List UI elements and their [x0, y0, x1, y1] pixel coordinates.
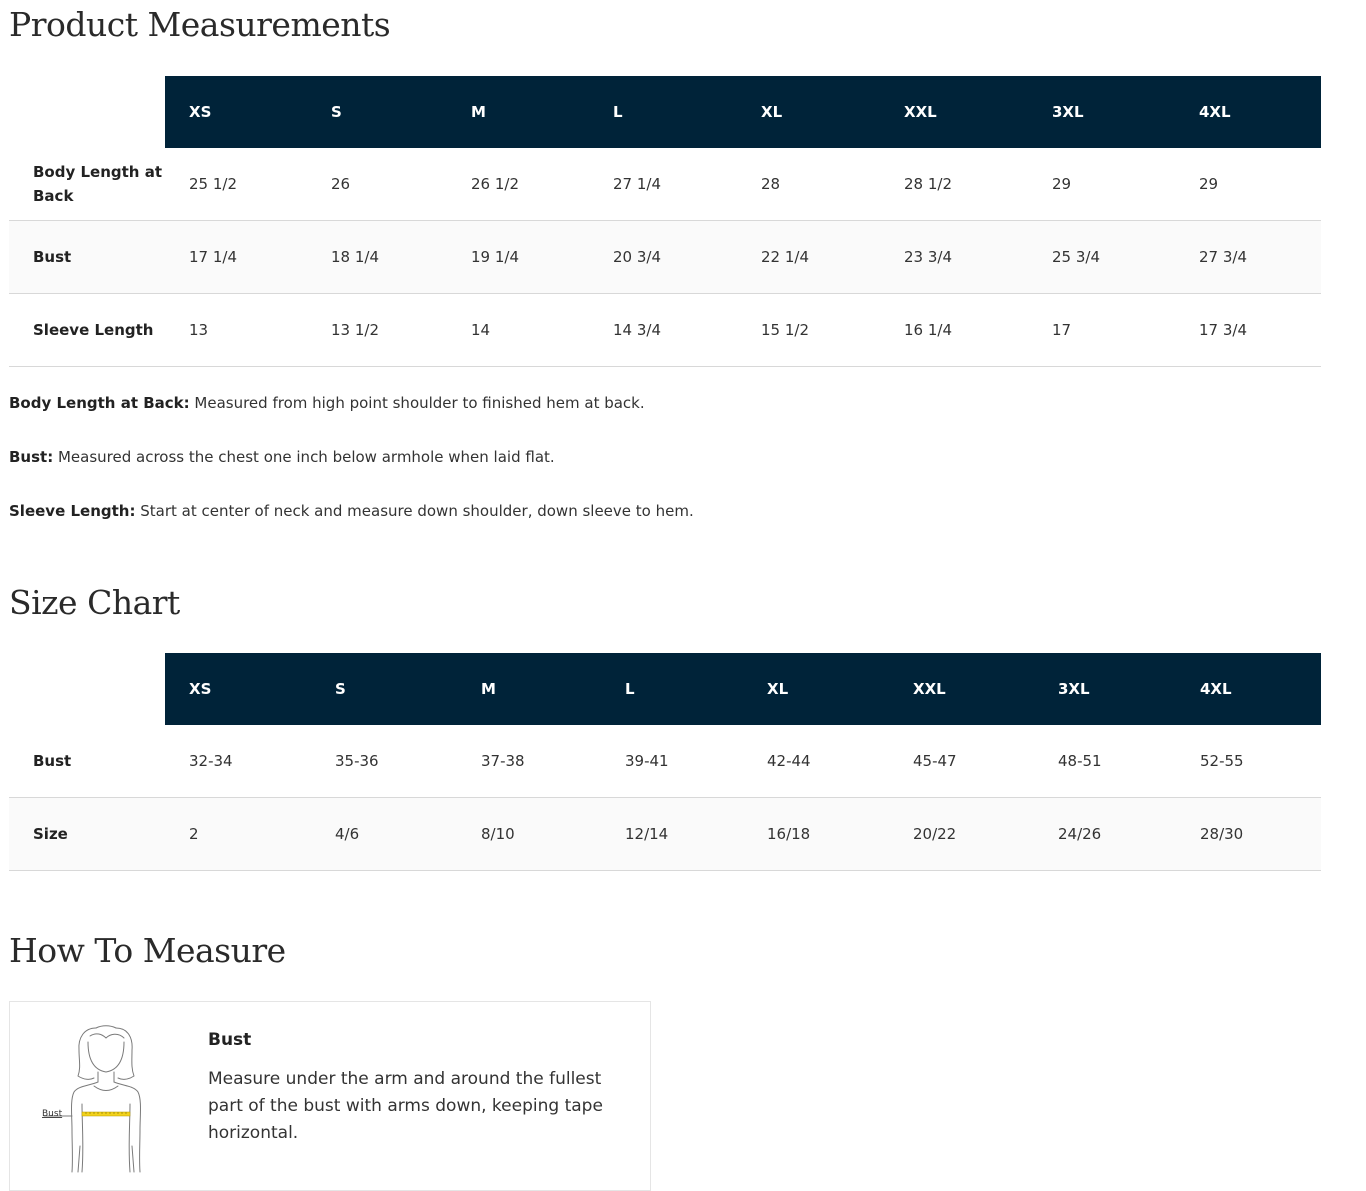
table-row	[9, 725, 1321, 798]
size-header-s: S	[307, 76, 447, 148]
note-text: Measured across the chest one inch below armhole when laid flat.	[53, 448, 555, 466]
table-cell: 16/18	[743, 798, 889, 871]
note-text: Measured from high point shoulder to finished hem at back.	[189, 394, 645, 412]
size-header-xxl: XXL	[880, 76, 1028, 148]
table-cell: 28/30	[1176, 798, 1321, 871]
note-term: Sleeve Length:	[9, 502, 136, 520]
table-header-row	[9, 76, 1321, 148]
how-to-measure-title: How To Measure	[9, 931, 286, 970]
size-header-3xl: 3XL	[1028, 76, 1175, 148]
product-measurements-title: Product Measurements	[9, 5, 391, 44]
product-measurements-table	[9, 76, 1321, 367]
table-cell: 15 1/2	[737, 294, 880, 367]
measurement-notes	[9, 392, 694, 554]
size-header-s: S	[311, 653, 457, 725]
table-corner-cell	[9, 76, 165, 148]
table-cell: 45-47	[889, 725, 1034, 798]
table-cell: 28	[737, 148, 880, 221]
size-header-3xl: 3XL	[1034, 653, 1176, 725]
size-header-xs: XS	[165, 653, 311, 725]
table-cell: 22 1/4	[737, 221, 880, 294]
table-cell: 4/6	[311, 798, 457, 871]
table-row	[9, 798, 1321, 871]
table-cell: 20/22	[889, 798, 1034, 871]
note-text: Start at center of neck and measure down shoulder, down sleeve to hem.	[135, 502, 694, 520]
how-to-measure-heading: Bust	[208, 1030, 252, 1050]
table-cell: 12/14	[601, 798, 743, 871]
how-to-measure-text	[208, 1030, 628, 1147]
table-cell: 37-38	[457, 725, 601, 798]
note-term: Body Length at Back:	[9, 394, 190, 412]
table-cell: 28 1/2	[880, 148, 1028, 221]
table-cell: 25 1/2	[165, 148, 307, 221]
table-cell: 16 1/4	[880, 294, 1028, 367]
note-bust	[9, 446, 694, 466]
table-row	[9, 294, 1321, 367]
table-row	[9, 221, 1321, 294]
row-label: Sleeve Length	[9, 294, 165, 367]
table-cell: 24/26	[1034, 798, 1176, 871]
table-cell: 18 1/4	[307, 221, 447, 294]
table-cell: 23 3/4	[880, 221, 1028, 294]
table-cell: 13	[165, 294, 307, 367]
table-cell: 19 1/4	[447, 221, 589, 294]
table-row	[9, 148, 1321, 221]
size-header-xl: XL	[737, 76, 880, 148]
table-cell: 26 1/2	[447, 148, 589, 221]
how-to-measure-description: Measure under the arm and around the fullest part of the bust with arms down, keeping tape horizontal.	[208, 1069, 603, 1143]
table-cell: 42-44	[743, 725, 889, 798]
table-cell: 48-51	[1034, 725, 1176, 798]
table-cell: 20 3/4	[589, 221, 737, 294]
table-cell: 17 1/4	[165, 221, 307, 294]
size-chart-table	[9, 653, 1321, 871]
size-header-m: M	[457, 653, 601, 725]
size-header-m: M	[447, 76, 589, 148]
figure-label: Bust	[42, 1109, 63, 1119]
row-label: Size	[9, 798, 165, 871]
table-cell: 13 1/2	[307, 294, 447, 367]
table-cell: 27 1/4	[589, 148, 737, 221]
table-cell: 52-55	[1176, 725, 1321, 798]
table-cell: 2	[165, 798, 311, 871]
size-header-l: L	[589, 76, 737, 148]
table-cell: 35-36	[311, 725, 457, 798]
table-cell: 8/10	[457, 798, 601, 871]
size-header-4xl: 4XL	[1176, 653, 1321, 725]
table-cell: 25 3/4	[1028, 221, 1175, 294]
table-cell: 27 3/4	[1175, 221, 1321, 294]
size-chart-title: Size Chart	[9, 583, 180, 622]
row-label: Bust	[9, 725, 165, 798]
table-cell: 39-41	[601, 725, 743, 798]
size-header-xl: XL	[743, 653, 889, 725]
bust-measurement-figure-icon	[32, 1020, 172, 1176]
size-header-l: L	[601, 653, 743, 725]
size-header-xxl: XXL	[889, 653, 1034, 725]
row-label: Body Length at Back	[9, 148, 165, 221]
note-body-length	[9, 392, 694, 412]
table-cell: 26	[307, 148, 447, 221]
table-cell: 17 3/4	[1175, 294, 1321, 367]
table-corner-cell	[9, 653, 165, 725]
table-cell: 29	[1175, 148, 1321, 221]
table-header-row	[9, 653, 1321, 725]
how-to-measure-card-bust	[9, 1001, 651, 1191]
table-cell: 17	[1028, 294, 1175, 367]
table-cell: 29	[1028, 148, 1175, 221]
note-term: Bust:	[9, 448, 54, 466]
note-sleeve-length	[9, 500, 694, 520]
table-cell: 14	[447, 294, 589, 367]
table-cell: 32-34	[165, 725, 311, 798]
size-header-xs: XS	[165, 76, 307, 148]
table-cell: 14 3/4	[589, 294, 737, 367]
row-label: Bust	[9, 221, 165, 294]
size-header-4xl: 4XL	[1175, 76, 1321, 148]
